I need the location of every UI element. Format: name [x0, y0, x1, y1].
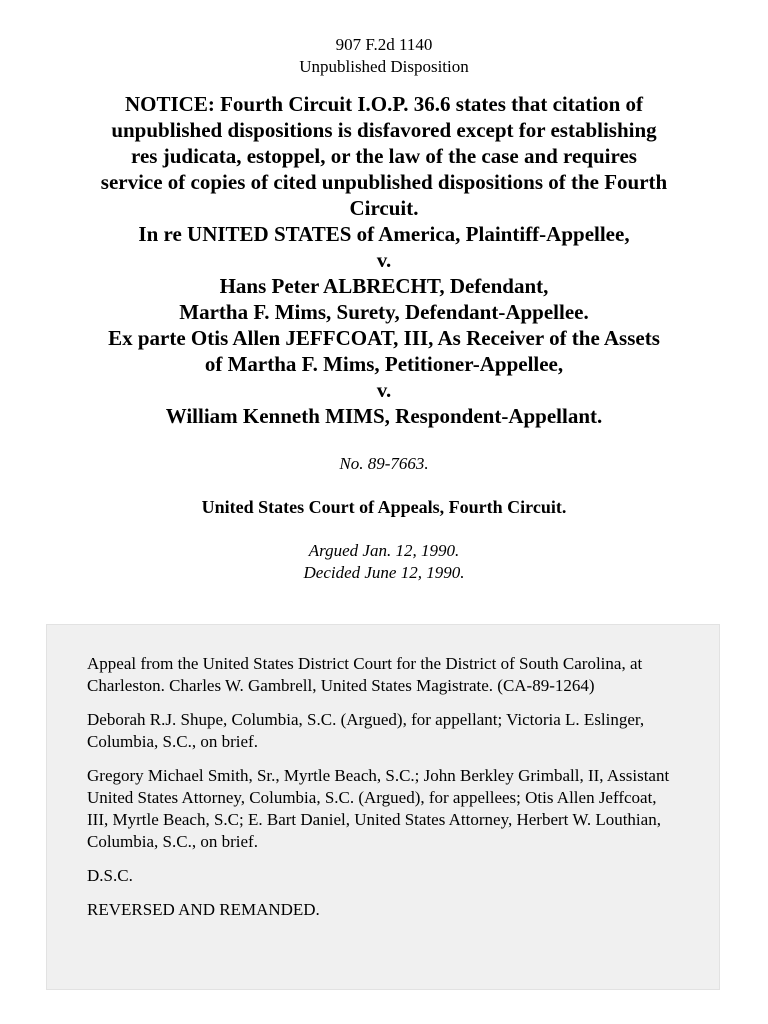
appellee-counsel-paragraph: Gregory Michael Smith, Sr., Myrtle Beach, S.C.; John Berkley Grimball, II, Assistant United States Attorney, Columbia, S.C. (Argued), for appellees; Otis Allen Jeffcoat, III, Myrtle Beach, S.C; E. Bart Daniel, United States Attorney, Herbert W. Louthian, Columbia, S.C., on brief. — [87, 766, 670, 851]
appellant-counsel-paragraph: Deborah R.J. Shupe, Columbia, S.C. (Argued), for appellant; Victoria L. Eslinger, Columbia, S.C., on brief. — [87, 710, 645, 751]
case-title — [0, 91, 768, 429]
district-label: D.S.C. — [87, 866, 133, 885]
case-summary-box — [46, 624, 720, 990]
title-line: Ex parte Otis Allen JEFFCOAT, III, As Receiver of the Assets — [108, 326, 660, 350]
court-name: United States Court of Appeals, Fourth Circuit. — [201, 497, 567, 517]
disposition-label: Unpublished Disposition — [299, 57, 469, 76]
docket-number: No. 89-7663. — [339, 454, 429, 473]
title-line: NOTICE: Fourth Circuit I.O.P. 36.6 states that citation of — [125, 92, 643, 116]
title-line: Circuit. — [349, 196, 419, 220]
title-line: of Martha F. Mims, Petitioner-Appellee, — [204, 352, 564, 376]
document-header — [0, 0, 768, 78]
title-line: William Kenneth MIMS, Respondent-Appellant. — [165, 404, 603, 428]
title-line: unpublished dispositions is disfavored except for establishing — [111, 118, 657, 142]
disposition-result: REVERSED AND REMANDED. — [87, 900, 320, 919]
title-line: service of copies of cited unpublished dispositions of the Fourth — [100, 170, 668, 194]
argued-date: Argued Jan. 12, 1990. — [308, 541, 460, 560]
appeal-paragraph: Appeal from the United States District Court for the District of South Carolina, at Charleston. Charles W. Gambrell, United States Magistrate. (CA-89-1264) — [87, 654, 643, 695]
decided-date: Decided June 12, 1990. — [303, 563, 465, 582]
title-line: res judicata, estoppel, or the law of the case and requires — [131, 144, 637, 168]
case-citation: 907 F.2d 1140 — [335, 35, 433, 54]
title-line: Hans Peter ALBRECHT, Defendant, — [219, 274, 549, 298]
title-line: In re UNITED STATES of America, Plaintiff-Appellee, — [138, 222, 630, 246]
title-line: Martha F. Mims, Surety, Defendant-Appellee. — [179, 300, 589, 324]
title-line: v. — [376, 378, 392, 402]
case-dates — [0, 540, 768, 584]
title-line: v. — [376, 248, 392, 272]
